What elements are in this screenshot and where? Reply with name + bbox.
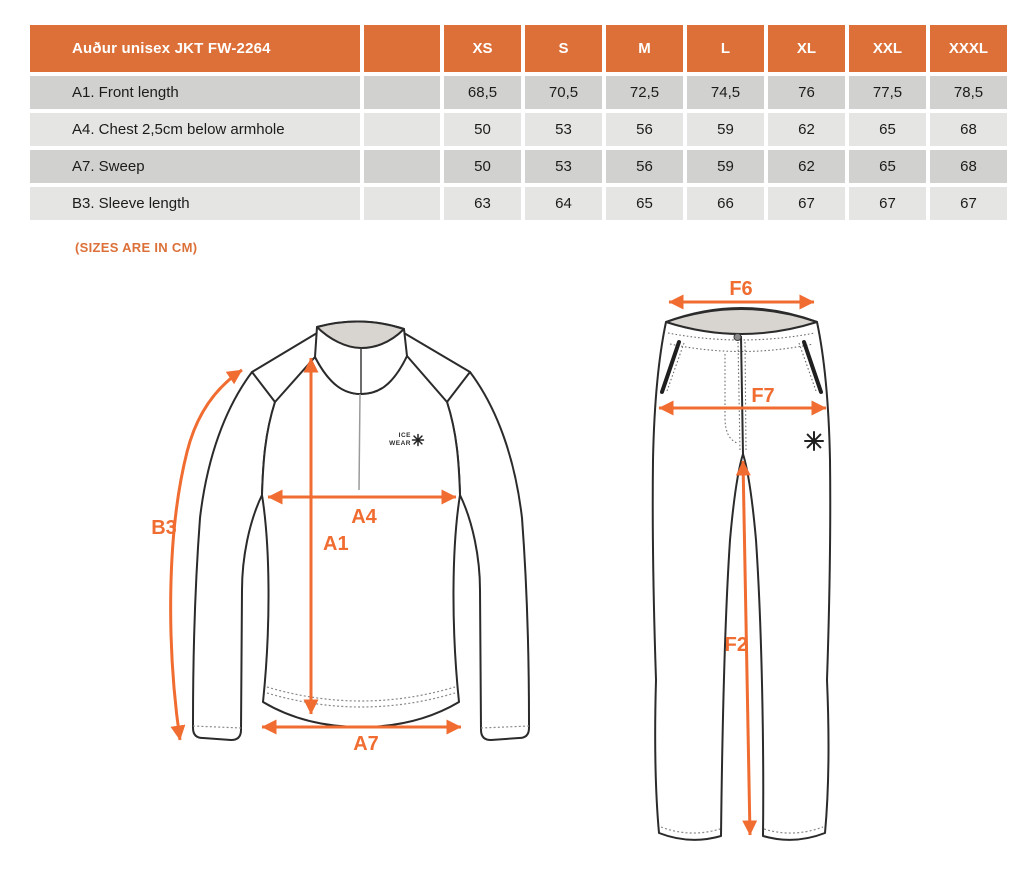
a4-label: A4 bbox=[351, 506, 377, 528]
size-header-xxl: XXL bbox=[849, 25, 926, 72]
size-table bbox=[26, 21, 1011, 224]
value-cell: 63 bbox=[444, 187, 521, 220]
header-spacer-cell bbox=[364, 25, 440, 72]
value-cell: 50 bbox=[444, 150, 521, 183]
value-cell: 68 bbox=[930, 113, 1007, 146]
f7-label: F7 bbox=[751, 385, 775, 407]
pants-diagram bbox=[640, 280, 850, 870]
value-cell: 50 bbox=[444, 113, 521, 146]
jacket-body bbox=[262, 356, 460, 727]
value-cell: 68,5 bbox=[444, 76, 521, 109]
f6-label: F6 bbox=[729, 280, 753, 300]
size-header-xl: XL bbox=[768, 25, 845, 72]
measure-label: A1. Front length bbox=[30, 76, 360, 109]
snowflake-icon bbox=[805, 432, 823, 450]
size-header-l: L bbox=[687, 25, 764, 72]
value-cell: 67 bbox=[768, 187, 845, 220]
a7-label: A7 bbox=[353, 733, 379, 755]
table-row-front-length bbox=[30, 76, 1007, 109]
value-cell: 65 bbox=[606, 187, 683, 220]
measure-label: A7. Sweep bbox=[30, 150, 360, 183]
value-cell: 67 bbox=[930, 187, 1007, 220]
size-header-xs: XS bbox=[444, 25, 521, 72]
value-cell: 62 bbox=[768, 150, 845, 183]
value-cell: 72,5 bbox=[606, 76, 683, 109]
b3-label: B3 bbox=[151, 517, 177, 539]
value-cell: 64 bbox=[525, 187, 602, 220]
value-cell: 68 bbox=[930, 150, 1007, 183]
value-cell: 77,5 bbox=[849, 76, 926, 109]
logo-text-ice: ICE bbox=[398, 432, 411, 439]
spacer-cell bbox=[364, 150, 440, 183]
jacket-zipper-line bbox=[359, 394, 360, 490]
value-cell: 59 bbox=[687, 113, 764, 146]
spacer-cell bbox=[364, 113, 440, 146]
value-cell: 53 bbox=[525, 113, 602, 146]
sizes-unit-note: (SIZES ARE IN CM) bbox=[75, 240, 198, 255]
product-title: Auður unisex JKT FW-2264 bbox=[30, 25, 360, 72]
value-cell: 56 bbox=[606, 150, 683, 183]
table-row-sweep bbox=[30, 150, 1007, 183]
table-row-chest bbox=[30, 113, 1007, 146]
value-cell: 65 bbox=[849, 113, 926, 146]
value-cell: 66 bbox=[687, 187, 764, 220]
table-row-sleeve-length bbox=[30, 187, 1007, 220]
f2-label: F2 bbox=[724, 634, 748, 656]
size-header-s: S bbox=[525, 25, 602, 72]
size-header-m: M bbox=[606, 25, 683, 72]
size-table-wrap bbox=[26, 21, 1011, 224]
spacer-cell bbox=[364, 187, 440, 220]
jacket-left-sleeve bbox=[193, 372, 275, 740]
measure-label: A4. Chest 2,5cm below armhole bbox=[30, 113, 360, 146]
jacket-right-sleeve bbox=[447, 372, 529, 740]
value-cell: 56 bbox=[606, 113, 683, 146]
logo-text-wear: WEAR bbox=[389, 440, 411, 447]
value-cell: 59 bbox=[687, 150, 764, 183]
waist-button bbox=[734, 334, 741, 341]
snowflake-icon bbox=[413, 435, 424, 446]
a1-label: A1 bbox=[323, 533, 349, 555]
value-cell: 70,5 bbox=[525, 76, 602, 109]
value-cell: 65 bbox=[849, 150, 926, 183]
value-cell: 53 bbox=[525, 150, 602, 183]
jacket-diagram bbox=[130, 290, 580, 770]
header-row bbox=[30, 25, 1007, 72]
size-header-xxxl: XXXL bbox=[930, 25, 1007, 72]
value-cell: 76 bbox=[768, 76, 845, 109]
value-cell: 78,5 bbox=[930, 76, 1007, 109]
value-cell: 74,5 bbox=[687, 76, 764, 109]
value-cell: 62 bbox=[768, 113, 845, 146]
value-cell: 67 bbox=[849, 187, 926, 220]
spacer-cell bbox=[364, 76, 440, 109]
measure-label: B3. Sleeve length bbox=[30, 187, 360, 220]
